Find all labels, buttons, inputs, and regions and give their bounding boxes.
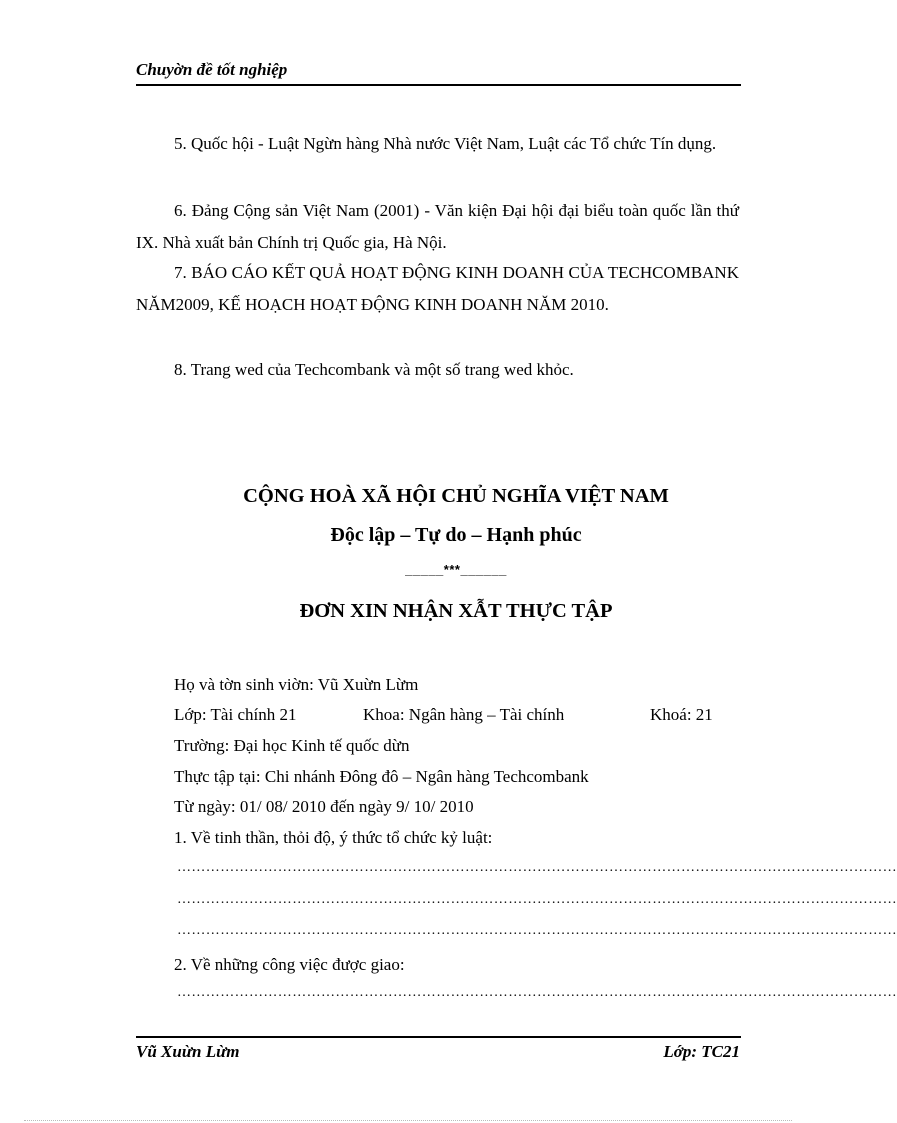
answer-line-3: …………………………………………………………………………………………………………………………………… xyxy=(177,923,897,938)
reference-item-6: 6. Đảng Cộng sản Việt Nam (2001) - Văn kiện Đại hội đại biểu toàn quốc lần thứ IX. Nhà xuất bản Chính trị Quốc gia, Hà Nội. xyxy=(136,201,739,252)
question-1: 1. Về tinh thần, thỏi độ, ý thức tổ chức kỷ luật: xyxy=(174,828,493,847)
reference-item-5: 5. Quốc hội - Luật Ngừn hàng Nhà nước Việt Nam, Luật các Tổ chức Tín dụng. xyxy=(174,134,717,153)
answer-line-2: …………………………………………………………………………………………………………………………………… xyxy=(177,892,897,907)
page-bottom-edge xyxy=(24,1120,792,1121)
intern-dates-line: Từ ngày: 01/ 08/ 2010 đến ngày 9/ 10/ 2010 xyxy=(174,797,474,816)
footer-divider xyxy=(136,1036,741,1038)
reference-item-8: 8. Trang wed của Techcombank và một số trang wed khỏc. xyxy=(174,360,574,379)
question-2: 2. Về những công việc được giao: xyxy=(174,955,405,974)
class-line: Lớp: Tài chính 21 xyxy=(174,705,297,724)
answer-line-4: …………………………………………………………………………………………………………………………………… xyxy=(177,985,897,1000)
answer-line-1: …………………………………………………………………………………………………………………………………… xyxy=(177,860,897,875)
title-separator: _____***______ xyxy=(405,562,507,577)
footer-class: Lớp: TC21 xyxy=(663,1042,740,1061)
page-header-title: Chuyờn đề tốt nghiệp xyxy=(136,60,288,79)
national-title: CỘNG HOÀ XÃ HỘI CHỦ NGHĨA VIỆT NAM xyxy=(243,485,669,507)
course-line: Khoá: 21 xyxy=(650,705,713,724)
footer-author: Vũ Xuừn Lừm xyxy=(136,1042,240,1061)
form-title: ĐƠN XIN NHẬN XẪT THỰC TẬP xyxy=(299,600,613,622)
school-line: Trường: Đại học Kinh tế quốc dừn xyxy=(174,736,410,755)
student-name-line: Họ và tờn sinh viờn: Vũ Xuừn Lừm xyxy=(174,675,419,694)
reference-item-7: 7. BÁO CÁO KẾT QUẢ HOẠT ĐỘNG KINH DOANH CỦA TECHCOMBANK NĂM2009, KẾ HOẠCH HOẠT ĐỘNG KINH DOANH NĂM 2010. xyxy=(136,263,739,314)
national-motto: Độc lập – Tự do – Hạnh phúc xyxy=(330,524,582,546)
intern-location-line: Thực tập tại: Chi nhánh Đông đô – Ngân hàng Techcombank xyxy=(174,767,589,786)
header-divider xyxy=(136,84,741,86)
faculty-line: Khoa: Ngân hàng – Tài chính xyxy=(363,705,565,724)
